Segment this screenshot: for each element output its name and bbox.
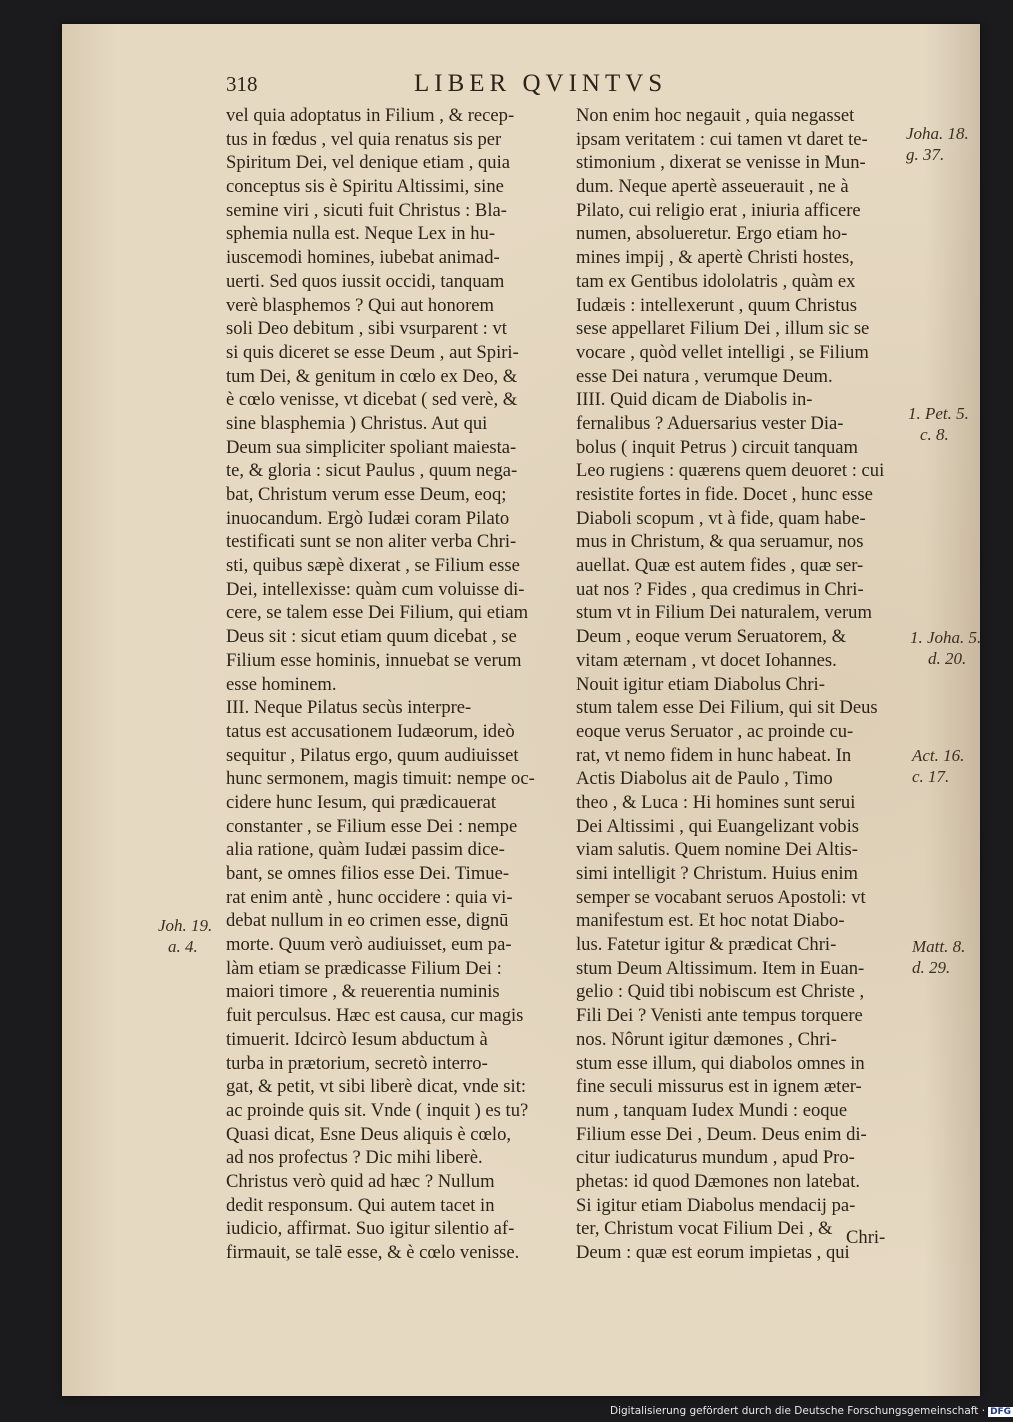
right-column-line: ipsam veritatem : cui tamen vt daret te- xyxy=(576,128,868,150)
left-column-line: timuerit. Idcircò Iesum abductum à xyxy=(226,1028,488,1050)
right-column-line: Dei Altissimi , qui Euangelizant vobis xyxy=(576,815,860,837)
left-column-line: Filium esse hominis, innuebat se verum xyxy=(226,649,522,671)
left-column-line: soli Deo debitum , sibi vsurparent : vt xyxy=(226,318,507,340)
margin-note-matt-8: Matt. 8. d. 29. xyxy=(912,937,966,977)
right-column-line: stum vt in Filium Dei naturalem, verum xyxy=(576,602,872,624)
left-column-line: conceptus sis è Spiritu Altissimi, sine xyxy=(226,176,504,198)
left-column-line: ac proinde quis sit. Vnde ( inquit ) es tu? xyxy=(226,1099,529,1121)
left-column-line: tatus est accusationem Iudæorum, ideò xyxy=(226,720,515,742)
left-column-line: hunc sermonem, magis timuit: nempe oc- xyxy=(226,768,535,790)
left-text-column xyxy=(226,104,535,1265)
left-column-line: bant, se omnes filios esse Dei. Timue- xyxy=(226,863,510,884)
left-column-line: morte. Quum verò audiuisset, eum pa- xyxy=(226,934,512,956)
left-column-line: bat, Christum verum esse Deum, eoq; xyxy=(226,484,507,505)
left-column-line: gat, & petit, vt sibi liberè dicat, vnde sit: xyxy=(226,1076,527,1098)
left-column-line: debat nullum in eo crimen esse, dignū xyxy=(226,910,509,932)
left-column-line: firmauit, se talē esse, & è cœlo venisse. xyxy=(226,1242,520,1263)
left-column-line: Deus sit : sicut etiam quum dicebat , se xyxy=(226,626,517,648)
right-text-column xyxy=(576,104,884,1265)
left-column-line: inuocandum. Ergò Iudæi coram Pilato xyxy=(226,507,510,529)
right-column-line: sese appellaret Filium Dei , illum sic se xyxy=(576,318,870,340)
page-number: 318 xyxy=(226,72,258,96)
right-column-line: semper se vocabant seruos Apostoli: vt xyxy=(576,886,866,908)
catchword: Chri- xyxy=(846,1227,886,1248)
left-column-line: esse hominem. xyxy=(226,673,337,695)
left-column-line: cere, se talem esse Dei Filium, qui etiam xyxy=(226,602,529,624)
left-column-line: testificati sunt se non aliter verba Chri- xyxy=(226,531,517,553)
left-column-line: ad nos profectus ? Dic mihi liberè. xyxy=(226,1147,483,1169)
left-column-line: dedit responsum. Qui autem tacet in xyxy=(226,1194,495,1216)
right-column-line: numen, absolueretur. Ergo etiam ho- xyxy=(576,223,848,245)
right-column-line: stum Deum Altissimum. Item in Euan- xyxy=(576,957,865,979)
left-column-line: tus in fœdus , vel quia renatus sis per xyxy=(226,128,502,150)
right-column-line: manifestum est. Et hoc notat Diabo- xyxy=(576,910,845,932)
left-column-line: tum Dei, & genitum in cœlo ex Deo, & xyxy=(226,365,518,387)
right-column-line: bolus ( inquit Petrus ) circuit tanquam xyxy=(576,436,858,458)
right-column-line: Leo rugiens : quærens quem deuoret : cui xyxy=(576,460,885,482)
left-column-line: maiori timore , & reuerentia numinis xyxy=(226,981,500,1003)
right-column-line: lus. Fatetur igitur & prædicat Chri- xyxy=(576,934,837,956)
right-column-line: citur iudicaturus mundum , apud Pro- xyxy=(576,1147,855,1169)
right-column-line: Iudæis : intellexerunt , quum Christus xyxy=(576,294,857,316)
left-column-line: iuscemodi homines, iubebat animad- xyxy=(226,247,500,269)
right-column-line: phetas: id quod Dæmones non latebat. xyxy=(576,1170,861,1192)
left-column-line: sequitur , Pilatus ergo, quum audiuisset xyxy=(226,744,519,766)
digitization-footer xyxy=(610,1405,1013,1417)
right-column-line: mus in Christum, & qua seruamur, nos xyxy=(576,531,864,553)
left-column-line: Deum sua simpliciter spoliant maiesta- xyxy=(226,436,517,458)
margin-note-pet-5: 1. Pet. 5. c. 8. xyxy=(908,404,969,444)
left-column-line: si quis diceret se esse Deum , aut Spiri- xyxy=(226,341,519,363)
right-column-line: auellat. Quæ est autem fides , quæ ser- xyxy=(576,555,864,577)
left-column-line: è cœlo venisse, vt dicebat ( sed verè, & xyxy=(226,389,518,411)
right-column-line: uat nos ? Fides , qua credimus in Chri- xyxy=(576,578,864,600)
right-column-line: rat, vt nemo fidem in hunc habeat. In xyxy=(576,744,852,766)
right-column-line: gelio : Quid tibi nobiscum est Christe , xyxy=(576,981,865,1003)
right-column-line: fernalibus ? Aduersarius vester Dia- xyxy=(576,412,844,434)
right-column-line: viam salutis. Quem nomine Dei Altis- xyxy=(576,839,858,861)
right-column-line: vocare , quòd vellet intelligi , se Filium xyxy=(576,341,869,363)
right-column-line: Deum : quæ est eorum impietas , qui xyxy=(576,1242,850,1263)
right-column-line: dum. Neque apertè asseuerauit , ne à xyxy=(576,176,849,198)
left-column-line: alia ratione, quàm Iudæi passim dice- xyxy=(226,839,505,861)
right-column-line: stum esse illum, qui diabolos omnes in xyxy=(576,1052,865,1074)
right-column-line: esse Dei natura , verumque Deum. xyxy=(576,365,833,387)
left-column-line: Spiritum Dei, vel denique etiam , quia xyxy=(226,152,511,174)
left-column-line: te, & gloria : sicut Paulus , quum nega- xyxy=(226,460,518,482)
left-column-line: vel quia adoptatus in Filium , & recep- xyxy=(226,105,515,126)
right-column-line: ter, Christum vocat Filium Dei , & xyxy=(576,1218,833,1240)
right-column-line: stum talem esse Dei Filium, qui sit Deus xyxy=(576,697,878,719)
left-column-line: verè blasphemos ? Qui aut honorem xyxy=(226,294,494,316)
left-column-line: sti, quibus sæpè dixerat , se Filium esse xyxy=(226,555,520,577)
left-column-line: III. Neque Pilatus secùs interpre- xyxy=(226,697,472,719)
margin-note-joha-18: Joha. 18. g. 37. xyxy=(906,124,969,164)
right-column-line: Nouit igitur etiam Diabolus Chri- xyxy=(576,673,825,695)
dfg-logo: DFG xyxy=(990,1407,1012,1417)
right-column-line: vitam æternam , vt docet Iohannes. xyxy=(576,649,837,671)
left-column-line: sine blasphemia ) Christus. Aut qui xyxy=(226,412,488,434)
left-column-line: fuit perculsus. Hæc est causa, cur magis xyxy=(226,1005,524,1027)
left-column-line: cidere hunc Iesum, qui prædicauerat xyxy=(226,791,497,813)
right-column-line: Si igitur etiam Diabolus mendacij pa- xyxy=(576,1194,856,1216)
left-column-line: Dei, intellexisse: quàm cum voluisse di- xyxy=(226,578,525,600)
margin-note-joha-5: 1. Joha. 5. d. 20. xyxy=(910,628,982,668)
left-column-line: Christus verò quid ad hæc ? Nullum xyxy=(226,1170,495,1192)
left-column-line: semine viri , sicuti fuit Christus : Bla- xyxy=(226,199,507,221)
right-column-line: fine seculi missurus est in ignem æter- xyxy=(576,1076,862,1098)
right-column-line: eoque verus Seruator , ac proinde cu- xyxy=(576,720,854,742)
left-column-line: rat enim antè , hunc occidere : quia vi- xyxy=(226,886,513,908)
right-column-line: Deum , eoque verum Seruatorem, & xyxy=(576,626,847,648)
right-column-line: theo , & Luca : Hi homines sunt serui xyxy=(576,791,856,813)
right-column-line: stimonium , dixerat se venisse in Mun- xyxy=(576,152,866,174)
right-column-line: simi intelligit ? Christum. Huius enim xyxy=(576,863,859,884)
right-column-line: mines impij , & apertè Christi hostes, xyxy=(576,247,854,269)
left-column-line: uerti. Sed quos iussit occidi, tanquam xyxy=(226,270,505,292)
right-column-line: nos. Nôrunt igitur dæmones , Chri- xyxy=(576,1028,837,1050)
footer-text: Digitalisierung gefördert durch die Deutsche Forschungsgemeinschaft · xyxy=(610,1405,986,1417)
running-title: LIBER QVINTVS xyxy=(414,70,668,97)
right-column-line: Diaboli scopum , vt à fide, quam habe- xyxy=(576,507,866,529)
right-column-line: num , tanquam Iudex Mundi : eoque xyxy=(576,1099,848,1121)
right-column-line: Actis Diabolus ait de Paulo , Timo xyxy=(576,768,833,790)
right-column-line: resistite fortes in fide. Docet , hunc esse xyxy=(576,484,873,505)
right-column-line: IIII. Quid dicam de Diabolis in- xyxy=(576,389,813,411)
margin-note-joh-19: Joh. 19. a. 4. xyxy=(158,916,213,956)
left-column-line: turba in prætorium, secretò interro- xyxy=(226,1052,488,1074)
left-column-line: làm etiam se prædicasse Filium Dei : xyxy=(226,957,502,979)
right-column-line: Filium esse Dei , Deum. Deus enim di- xyxy=(576,1123,867,1145)
left-column-line: iudicio, affirmat. Suo igitur silentio af- xyxy=(226,1218,515,1240)
left-column-line: constanter , se Filium esse Dei : nempe xyxy=(226,815,518,837)
right-column-line: Non enim hoc negauit , quia negasset xyxy=(576,105,855,126)
right-column-line: tam ex Gentibus idololatris , quàm ex xyxy=(576,270,856,292)
right-column-line: Pilato, cui religio erat , iniuria afficere xyxy=(576,199,861,221)
left-column-line: Quasi dicat, Esne Deus aliquis è cœlo, xyxy=(226,1123,512,1145)
right-column-line: Fili Dei ? Venisti ante tempus torquere xyxy=(576,1005,863,1027)
left-column-line: sphemia nulla est. Neque Lex in hu- xyxy=(226,223,496,245)
margin-note-act-16: Act. 16. c. 17. xyxy=(912,746,965,786)
page-header xyxy=(226,72,916,102)
